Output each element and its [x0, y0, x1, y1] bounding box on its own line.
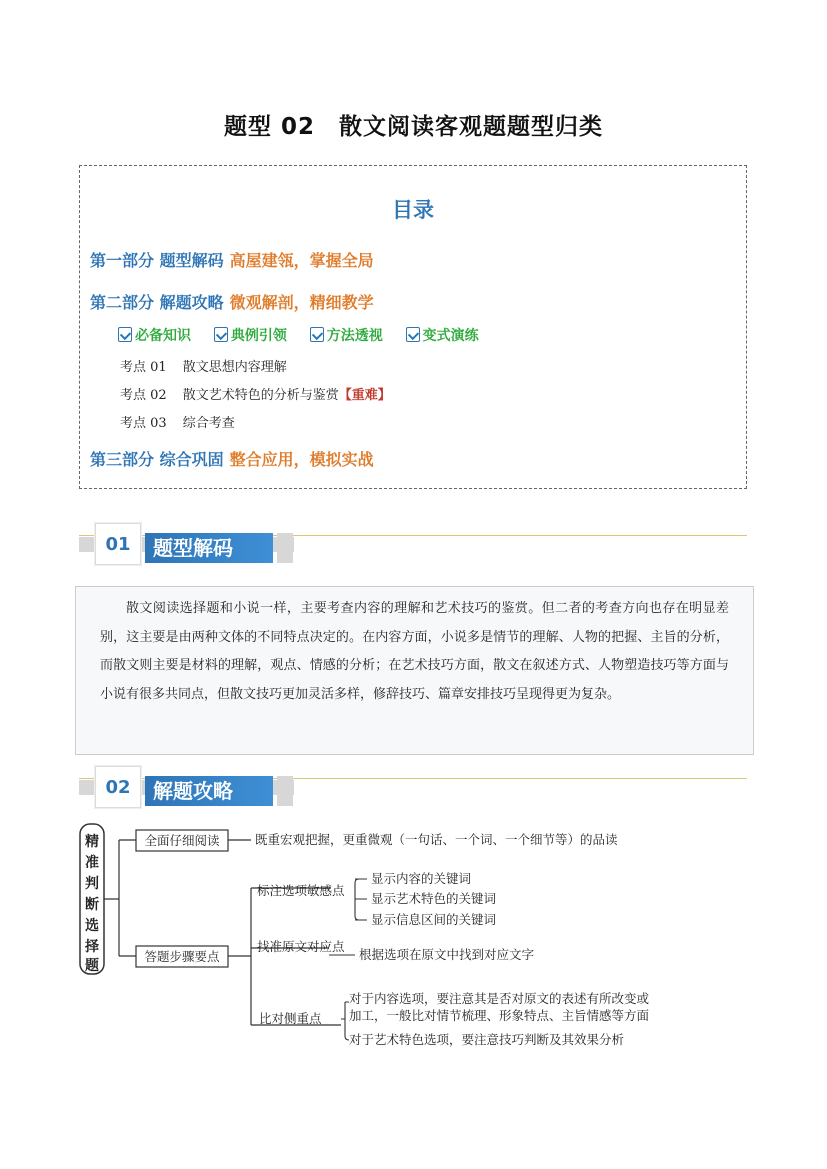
- note-check-icon: [214, 327, 228, 342]
- kaodian-name: 散文思想内容理解: [182, 360, 287, 375]
- toc-part-sub: 微观解剖，精细教学: [229, 293, 374, 312]
- section-band-tail: [277, 533, 293, 563]
- toc-part-sub: 高屋建瓴，掌握全局: [229, 251, 374, 270]
- note-check-icon: [310, 327, 324, 342]
- step-label: 找准原文对应点: [257, 939, 345, 954]
- tag-item[interactable]: [214, 325, 287, 345]
- step-item: 对于内容选项，要注意其是否对原文的表述有所改变或: [349, 991, 650, 1006]
- tag-item[interactable]: [118, 325, 191, 345]
- tag-label: 典例引领: [230, 328, 287, 344]
- toc-part-3[interactable]: [90, 447, 374, 470]
- step-item: 显示信息区间的关键词: [371, 912, 497, 927]
- root-char: 准: [85, 855, 99, 871]
- kaodian-label: 考点 02: [120, 388, 167, 403]
- step-connector: [341, 1002, 349, 1040]
- section-number: 01: [95, 523, 141, 565]
- toc-part-name: 第三部分 综合巩固: [90, 450, 224, 469]
- section-number: 02: [95, 766, 141, 808]
- section-label: 解题攻略: [145, 776, 273, 806]
- root-char: 断: [85, 897, 99, 913]
- step-connector: [355, 879, 367, 920]
- branch-desc: 既重宏观把握，更重微观（一句话、一个词、一个细节等）的品读: [255, 832, 618, 847]
- intro-paragraph: 散文阅读选择题和小说一样，主要考查内容的理解和艺术技巧的鉴赏。但二者的考查方向也存在明显差别，这主要是由两种文体的不同特点决定的。在内容方面，小说多是情节的理解、人物的把握、主旨的分析，而散文则主要是材料的理解，观点、情感的分析；在艺术技巧方面，散文在叙述方式、人物塑造技巧等方面与小说有很多共同点，但散文技巧更加灵活多样，修辞技巧、篇章安排技巧呈现得更为复杂。: [100, 601, 729, 702]
- root-char: 判: [85, 876, 99, 892]
- section-band-tail: [277, 776, 293, 806]
- step-label: 标注选项敏感点: [257, 883, 345, 898]
- kaodian-label: 考点 01: [120, 360, 167, 375]
- root-char: 精: [85, 834, 99, 850]
- note-check-icon: [118, 327, 132, 342]
- toc-heading: 目录: [392, 198, 434, 222]
- difficulty-badge: 【重难】: [338, 388, 391, 403]
- root-connector: [104, 840, 136, 956]
- toc-part-name: 第二部分 解题攻略: [90, 293, 224, 312]
- note-check-icon: [406, 327, 420, 342]
- kaodian-name: 散文艺术特色的分析与鉴赏: [182, 388, 339, 403]
- step-item: 对于艺术特色选项，要注意技巧判断及其效果分析: [349, 1032, 625, 1047]
- step-item: 加工，一般比对情节梳理、形象特点、主旨情感等方面: [349, 1008, 650, 1023]
- toc-part-2[interactable]: [90, 290, 374, 313]
- root-char: 题: [85, 958, 99, 974]
- step-desc: 根据选项在原文中找到对应文字: [359, 947, 535, 962]
- page-title: 题型 02 散文阅读客观题题型归类: [223, 114, 603, 140]
- tag-item[interactable]: [406, 325, 479, 345]
- kaodian-item-2[interactable]: [120, 384, 391, 403]
- step-item: 显示内容的关键词: [371, 871, 472, 886]
- toc-part-sub: 整合应用，模拟实战: [229, 450, 374, 469]
- section-label: 题型解码: [145, 533, 273, 563]
- steps-connector: [228, 888, 341, 1025]
- tag-label: 必备知识: [135, 328, 191, 344]
- strategy-mindmap: [79, 820, 679, 1060]
- tag-label: 变式演练: [422, 328, 479, 344]
- toc-part-1[interactable]: [90, 248, 374, 271]
- branch-label: 答题步骤要点: [144, 949, 220, 964]
- kaodian-name: 综合考查: [182, 416, 235, 431]
- kaodian-item-1[interactable]: [120, 356, 287, 375]
- kaodian-item-3[interactable]: [120, 412, 235, 431]
- kaodian-label: 考点 03: [120, 416, 167, 431]
- toc-part-name: 第一部分 题型解码: [90, 251, 224, 270]
- tag-label: 方法透视: [326, 328, 383, 344]
- step-item: 显示艺术特色的关键词: [371, 891, 497, 906]
- step-label: 比对侧重点: [259, 1011, 322, 1026]
- toc-tags: [118, 325, 497, 345]
- root-char: 选: [85, 918, 99, 934]
- table-of-contents: [79, 165, 747, 489]
- intro-box: [75, 586, 754, 755]
- branch-label: 全面仔细阅读: [144, 833, 220, 848]
- tag-item[interactable]: [310, 325, 383, 345]
- section-header-1: [79, 523, 747, 567]
- root-char: 择: [85, 939, 99, 955]
- section-header-2: [79, 766, 747, 810]
